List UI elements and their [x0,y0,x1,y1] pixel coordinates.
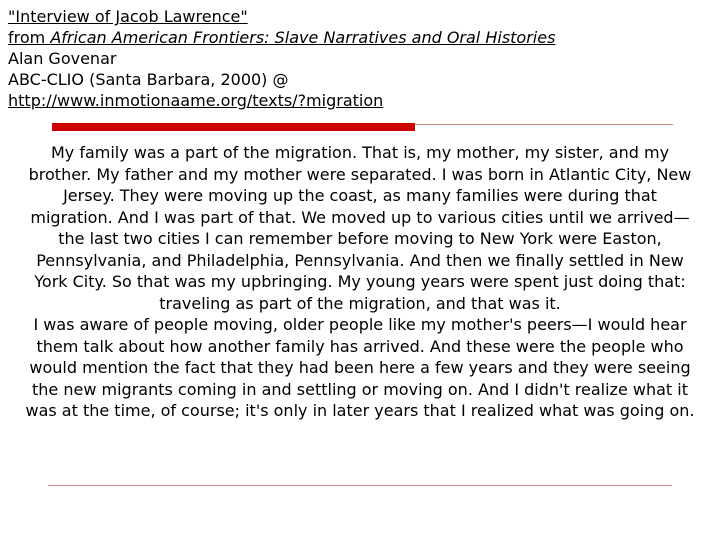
top-divider [415,124,673,125]
bottom-divider [48,485,672,486]
interview-excerpt [20,142,700,422]
citation-block [8,6,708,111]
publisher-info: ABC-CLIO (Santa Barbara, 2000) @ [8,70,289,89]
source-url-link[interactable]: http://www.inmotionaame.org/texts/?migration [8,91,384,110]
accent-bar [52,123,415,131]
excerpt-paragraph-2: I was aware of people moving, older people like my mother's peers—I would hear them talk about how another family has arrived. And these were the people who would mention the fact that they had been here a few years and they were seeing the new migrants coming in and settling or moving on. And I didn't realize what it was at the time, of course; it's only in later years that I realized what was going on. [25,315,695,420]
source-line [8,27,708,48]
author-name: Alan Govenar [8,49,117,68]
from-label: from [8,28,51,47]
excerpt-paragraph-1: My family was a part of the migration. That is, my mother, my sister, and my brother. My father and my mother were separated. I was born in Atlantic City, New Jersey. They were moving up the coast, as many families were during that migration. And I was part of that. We moved up to various cities until we arrived—the last two cities I can remember before moving to New York were Easton, Pennsylvania, and Philadelphia, Pennsylvania. And then we finally settled in New York City. So that was my upbringing. My young years were spent just doing that: traveling as part of the migration, and that was it. [28,143,692,313]
interview-title-link[interactable]: "Interview of Jacob Lawrence" [8,7,248,26]
book-title-link[interactable]: African American Frontiers: Slave Narratives and Oral Histories [50,28,556,47]
